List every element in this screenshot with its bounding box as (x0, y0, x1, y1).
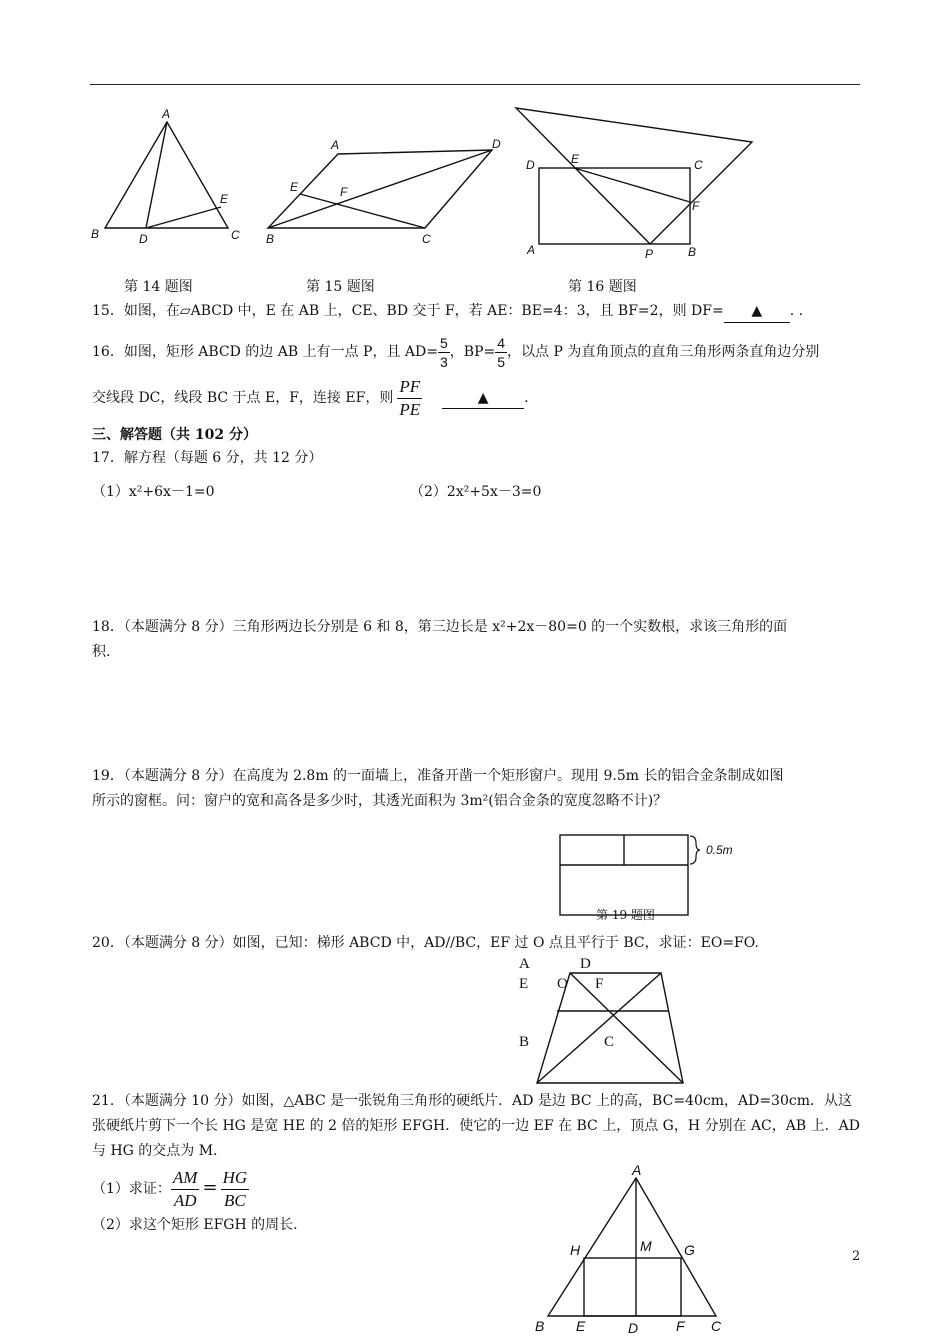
q21-line-2: 张硬纸片剪下一个长 HG 是宽 HE 的 2 倍的矩形 EFGH．使它的一边 EF 在 BC 上，顶点 G，H 分别在 AC，AB 上．AD (92, 1118, 860, 1134)
q21-part-2: （2）求这个矩形 EFGH 的周长. (92, 1217, 298, 1233)
fig14-segment-ad (146, 122, 167, 228)
q17-title: 17．解方程（每题 6 分，共 12 分） (92, 450, 323, 466)
q18-line-2: 积. (92, 644, 111, 660)
fig16-label-d: D (526, 158, 535, 172)
q21-line-1: 21．（本题满分 10 分）如图，△ABC 是一张锐角三角形的硬纸片．AD 是边 BC 上的高，BC=40cm，AD=30cm．从这 (92, 1093, 852, 1109)
fig14-triangle (105, 122, 228, 228)
fig19-caption: 第 19 题图 (596, 908, 655, 922)
q21-fraction-hg-bc (221, 1167, 250, 1212)
fig16-segment-ef (574, 168, 690, 202)
fig19-brace (690, 836, 700, 864)
q19-line-1: 19．（本题满分 8 分）在高度为 2.8m 的一面墙上，准备开凿一个矩形窗户。现用 9.5m 长的铝合金条制成如图 (92, 768, 784, 784)
fig16-label-c: C (694, 158, 703, 172)
q16-ad-denominator: 3 (440, 353, 448, 370)
fig15-label-b: B (266, 232, 275, 246)
q21-part-1-label: （1）求证： (92, 1181, 171, 1197)
q16-text-d: 交线段 DC，线段 BC 于点 E，F，连接 EF，则 (92, 390, 394, 406)
q21-denominator-bc: BC (223, 1190, 246, 1210)
q19-line-2: 所示的窗框。问：窗户的宽和高各是多少时，其透光面积为 3m²(铝合金条的宽度忽略不计)？ (92, 793, 668, 809)
fig16-rectangle (539, 168, 690, 244)
fig20-label-c: C (604, 1034, 615, 1050)
fig21-rectangle-efgh (584, 1258, 681, 1316)
fig21-label-e: E (576, 1318, 586, 1334)
q16-fraction-ad (438, 334, 450, 371)
header-rule (90, 84, 860, 85)
q15-text: 15．如图，在▱ABCD 中，E 在 AB 上，CE、BD 交于 F，若 AE：BE=4：3，且 BF=2，则 DF= (92, 303, 724, 319)
q16-answer-blank: ▲ (442, 388, 524, 409)
page-number: 2 (852, 1249, 861, 1264)
question-15 (92, 300, 803, 323)
fig21-label-h: H (570, 1242, 581, 1258)
q16-tail: . (524, 390, 529, 406)
q16-denominator-pe: PE (399, 399, 421, 419)
q21-part-1 (92, 1164, 249, 1212)
q16-fraction-bp (495, 334, 507, 371)
fig19-dimension-label: 0.5m (706, 843, 733, 857)
fig15-parallelogram (268, 150, 492, 228)
fig21-label-g: G (684, 1242, 695, 1258)
q15-tail: . . (789, 303, 804, 319)
q21-numerator-am: AM (171, 1167, 200, 1190)
q20-line-1: 20．（本题满分 8 分）如图，已知：梯形 ABCD 中，AD//BC，EF 过 O 点且平行于 BC，求证：EO=FO. (92, 935, 759, 951)
q16-ad-numerator: 5 (440, 334, 448, 351)
fig21-label-a: A (632, 1162, 642, 1178)
q17-part-1: （1）x²+6x－1=0 (92, 484, 215, 500)
q21-equals-sign: = (202, 1177, 218, 1198)
q18-line-1: 18．（本题满分 8 分）三角形两边长分别是 6 和 8，第三边长是 x²+2x－80=0 的一个实数根，求该三角形的面 (92, 619, 788, 635)
fig20-label-o: O (557, 976, 568, 992)
fig16-label-b: B (688, 245, 697, 259)
fig16-label-f: F (692, 199, 700, 213)
q16-fraction-pf-pe (397, 376, 422, 421)
question-16-line1 (92, 330, 819, 374)
fig16-label-p: P (645, 247, 654, 261)
fig19-window-frame (560, 835, 688, 915)
fig20-label-e: E (519, 976, 529, 992)
fig20-diagonal-ac (570, 973, 683, 1083)
q16-text-a: 16．如图，矩形 ABCD 的边 AB 上有一点 P，且 AD= (92, 344, 438, 360)
q17-part-2: （2）2x²+5x－3=0 (410, 484, 542, 500)
fig15-diagonal-bd (268, 150, 492, 228)
fig15-label-a: A (331, 138, 340, 152)
fig15-label-e: E (290, 180, 299, 194)
fig16-label-a: A (527, 243, 536, 257)
q16-text-b: ，BP= (449, 344, 496, 360)
q15-answer-blank: ▲ (724, 300, 790, 323)
fig20-label-b: B (519, 1034, 530, 1050)
q16-numerator-pf: PF (397, 376, 422, 399)
fig20-label-d: D (580, 956, 591, 972)
q21-fraction-am-ad (171, 1167, 200, 1212)
fig21-label-d: D (628, 1320, 639, 1336)
fig20-label-f: F (595, 976, 604, 992)
question-16-line2 (92, 374, 529, 422)
fig21-label-c: C (711, 1318, 722, 1334)
fig14-label-a: A (162, 107, 171, 121)
fig21-label-b: B (535, 1318, 545, 1334)
section-3-heading: 三、解答题（共 102 分） (92, 427, 257, 443)
q16-bp-denominator: 5 (497, 353, 506, 370)
fig15-label-c: C (422, 232, 431, 246)
fig16-caption: 第 16 题图 (568, 279, 637, 295)
fig20-label-a: A (519, 956, 530, 972)
fig14-label-d: D (139, 232, 148, 246)
fig21-label-m: M (640, 1238, 652, 1254)
q16-bp-numerator: 4 (497, 334, 506, 351)
fig15-label-d: D (492, 137, 501, 151)
fig14-label-e: E (220, 192, 229, 206)
q21-numerator-hg: HG (221, 1167, 250, 1190)
fig14-label-b: B (91, 227, 100, 241)
fig21-label-f: F (676, 1318, 685, 1334)
fig15-caption: 第 15 题图 (306, 279, 375, 295)
q21-line-3: 与 HG 的交点为 M． (92, 1143, 228, 1159)
fig16-right-triangle (516, 108, 752, 244)
q21-denominator-ad: AD (173, 1190, 197, 1210)
q16-text-c: ，以点 P 为直角顶点的直角三角形两条直角边分别 (507, 344, 820, 360)
fig14-segment-de (146, 207, 221, 228)
fig16-label-e: E (571, 152, 580, 166)
fig15-segment-ce (300, 194, 425, 228)
fig14-label-c: C (231, 228, 240, 242)
fig15-label-f: F (340, 185, 348, 199)
fig14-caption: 第 14 题图 (124, 279, 193, 295)
